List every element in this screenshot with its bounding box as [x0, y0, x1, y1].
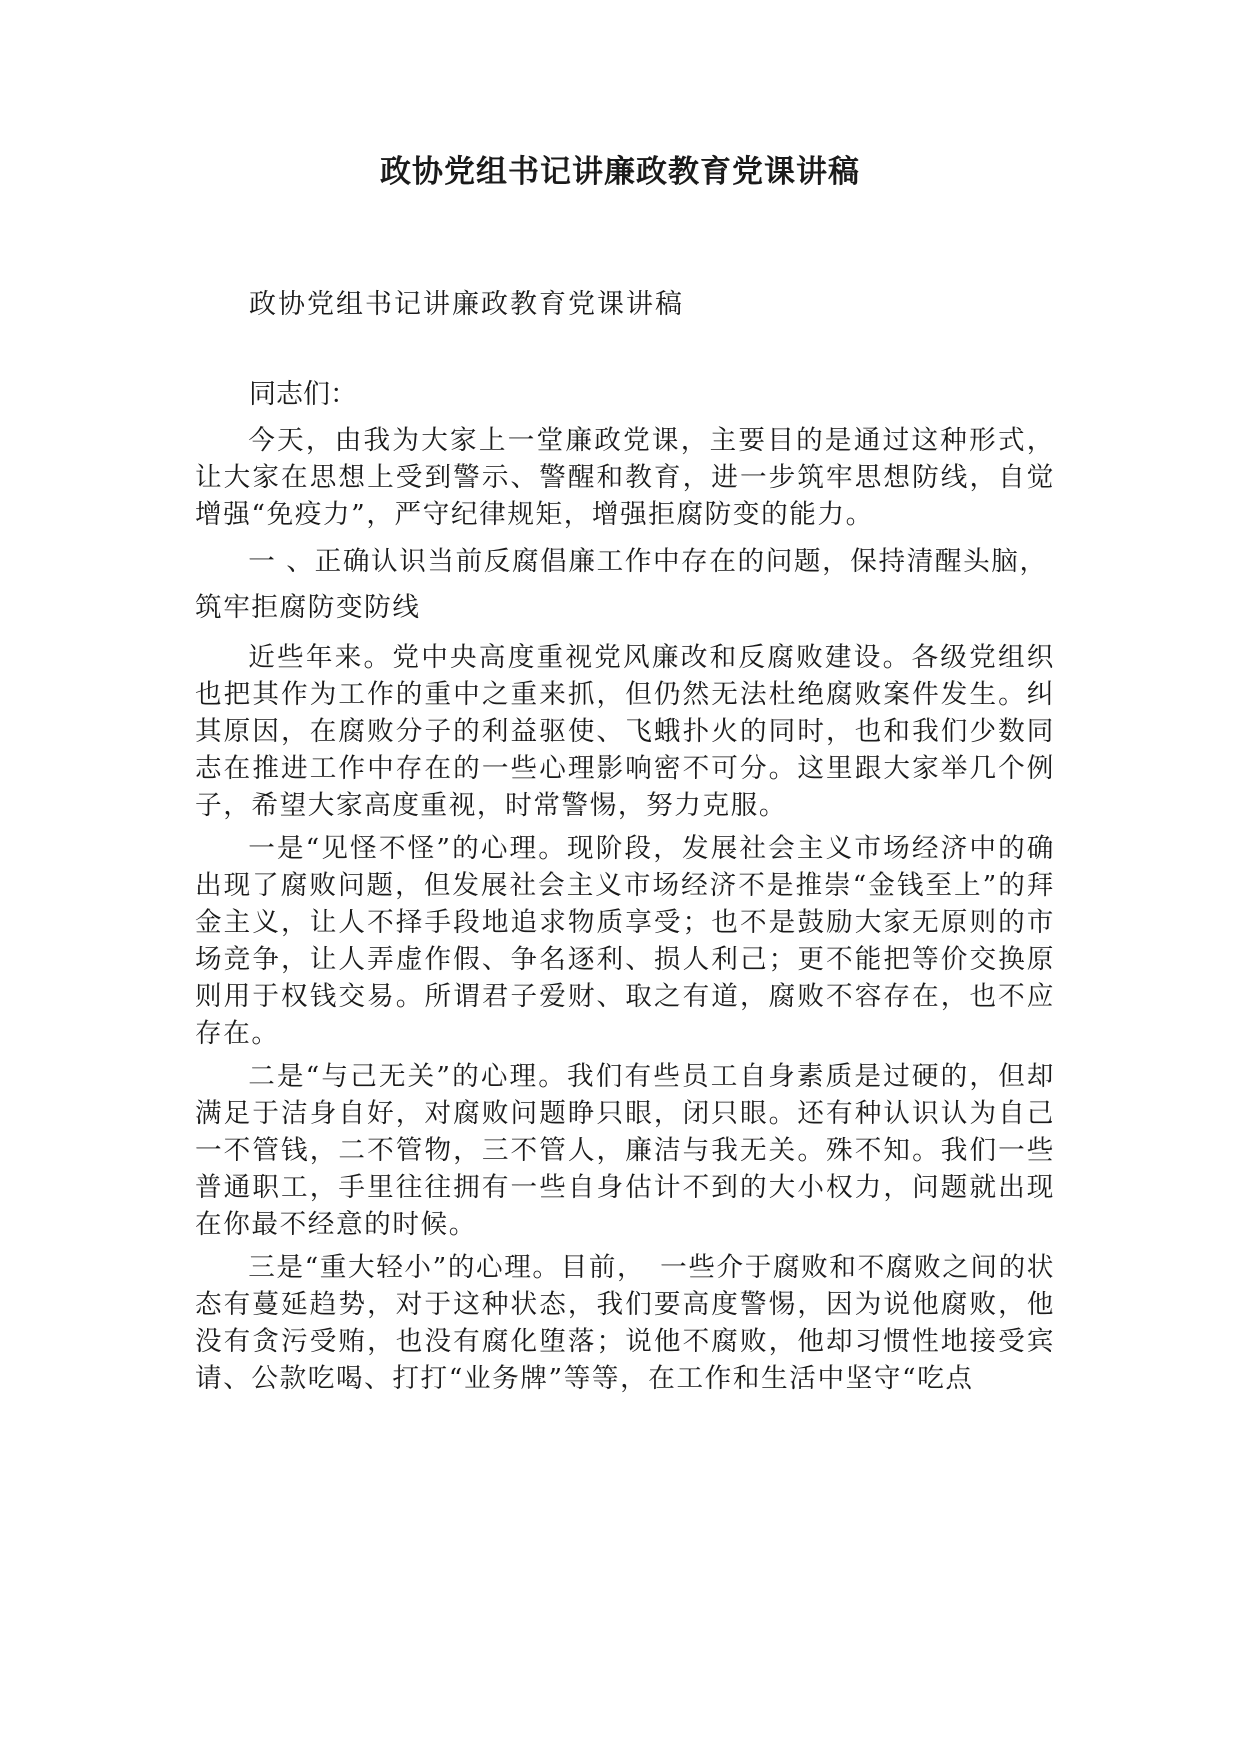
document-body — [195, 286, 1055, 1403]
paragraph-point-2: 二是“与己无关”的心理。我们有些员工自身素质是过硬的，但却满足于洁身自好，对腐败问题睁只眼，闭只眼。还有种认识认为自己一不管钱，二不管物，三不管人，廉洁与我无关。殊不知。我们一些普通职工，手里往往拥有一些自身估计不到的大小权力，问题就出现在你最不经意的时候。 — [195, 1061, 1055, 1240]
paragraph-point-3: 三是“重大轻小”的心理。目前， 一些介于腐败和不腐败之间的状态有蔓延趋势，对于这种状态，我们要高度警惕，因为说他腐败，他没有贪污受贿，也没有腐化堕落；说他不腐败，他却习惯性地接受宾请、公款吃喝、打打“业务牌”等等，在工作和生活中坚守“吃点 — [195, 1252, 1055, 1394]
paragraph-background: 近些年来。党中央高度重视党风廉改和反腐败建设。各级党组织也把其作为工作的重中之重来抓，但仍然无法杜绝腐败案件发生。纠其原因，在腐败分子的利益驱使、飞蛾扑火的同时，也和我们少数同志在推进工作中存在的一些心理影响密不可分。这里跟大家举几个例子，希望大家高度重视，时常警惕，努力克服。 — [195, 642, 1055, 821]
document-title: 政协党组书记讲廉政教育党课讲稿 — [380, 154, 860, 190]
paragraph-intro: 今天，由我为大家上一堂廉政党课，主要目的是通过这种形式，让大家在思想上受到警示、警醒和教育，进一步筑牢思想防线，自觉增强“免疫力”，严守纪律规矩，增强拒腐防变的能力。 — [195, 425, 1055, 530]
section-heading-1: 一 、正确认识当前反腐倡廉工作中存在的问题，保持清醒头脑，筑牢拒腐防变防线 — [195, 546, 1048, 623]
document-subtitle: 政协党组书记讲廉政教育党课讲稿 — [249, 289, 684, 320]
paragraph-point-1: 一是“见怪不怪”的心理。现阶段，发展社会主义市场经济中的确出现了腐败问题，但发展社会主义市场经济不是推崇“金钱至上”的拜金主义，让人不择手段地追求物质享受；也不是鼓励大家无原则的市场竞争，让人弄虚作假、争名逐利、损人利己；更不能把等价交换原则用于权钱交易。所谓君子爱财、取之有道，腐败不容存在，也不应存在。 — [195, 833, 1055, 1049]
greeting: 同志们： — [249, 379, 357, 410]
